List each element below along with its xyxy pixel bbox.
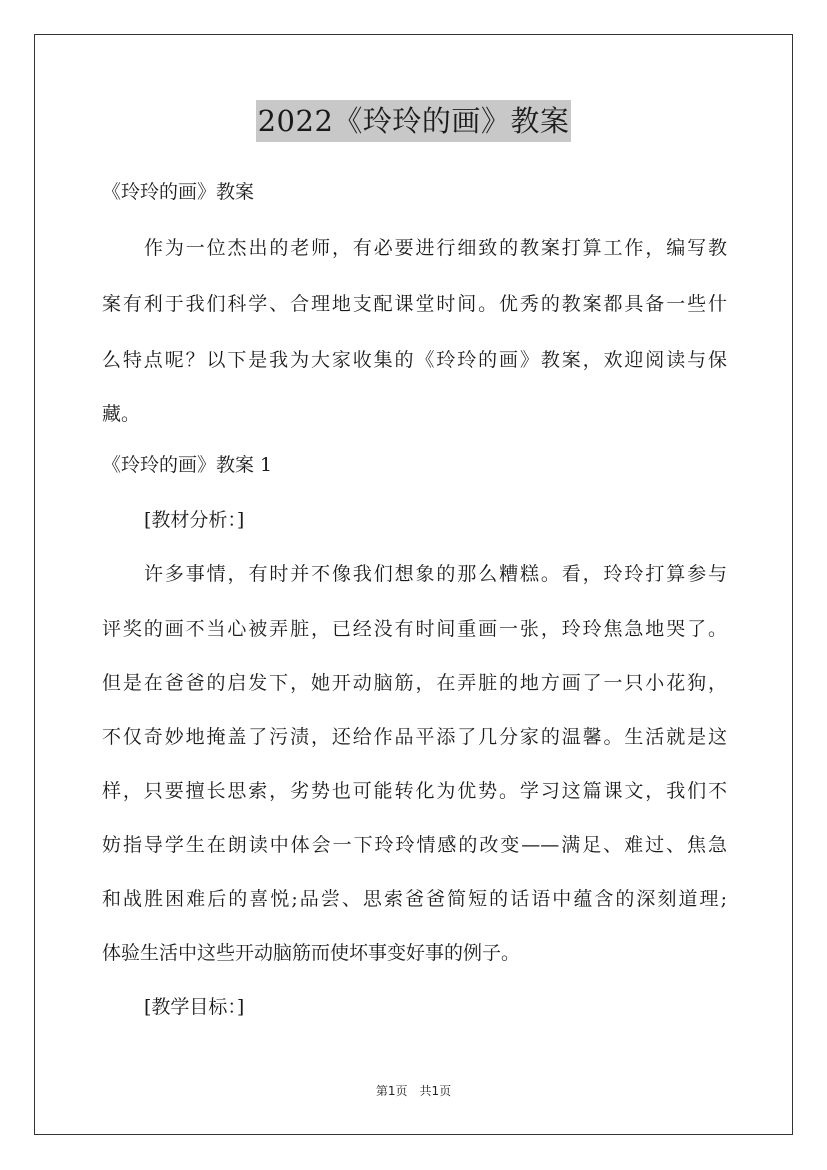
analysis-line: 不仅奇妙地掩盖了污渍，还给作品平添了几分家的温馨。生活就是这 xyxy=(102,726,727,748)
analysis-line: 评奖的画不当心被弄脏，已经没有时间重画一张，玲玲焦急地哭了。 xyxy=(102,618,727,640)
page-total: 共1页 xyxy=(419,1084,452,1098)
analysis-line: 许多事情，有时并不像我们想象的那么糟糕。看，玲玲打算参与 xyxy=(144,563,727,585)
page-number: 第1页 xyxy=(375,1084,408,1098)
analysis-line: 样，只要擅长思索，劣势也可能转化为优势。学习这篇课文，我们不 xyxy=(102,780,727,802)
intro-line: 案有利于我们科学、合理地支配课堂时间。优秀的教案都具备一些什 xyxy=(102,293,727,315)
intro-line: 么特点呢？以下是我为大家收集的《玲玲的画》教案，欢迎阅读与保 xyxy=(102,349,727,371)
analysis-line: 和战胜困难后的喜悦;品尝、思索爸爸简短的话语中蕴含的深刻道理; xyxy=(102,888,727,910)
title-container xyxy=(0,100,827,142)
material-analysis-label: [教材分析：] xyxy=(144,509,245,531)
intro-line: 作为一位杰出的老师，有必要进行细致的教案打算工作，编写教 xyxy=(144,237,727,259)
document-title: 2022《玲玲的画》教案 xyxy=(256,100,572,142)
analysis-line: 妨指导学生在朗读中体会一下玲玲情感的改变——满足、难过、焦急 xyxy=(102,834,727,856)
teaching-goals-label: [教学目标：] xyxy=(144,996,245,1018)
page-footer xyxy=(0,1082,827,1099)
section-heading: 《玲玲的画》教案 1 xyxy=(102,454,273,476)
document-subtitle: 《玲玲的画》教案 xyxy=(102,181,255,203)
analysis-line: 体验生活中这些开动脑筋而使坏事变好事的例子。 xyxy=(102,942,521,964)
analysis-line: 但是在爸爸的启发下，她开动脑筋，在弄脏的地方画了一只小花狗， xyxy=(102,672,727,694)
intro-line: 藏。 xyxy=(102,403,141,425)
